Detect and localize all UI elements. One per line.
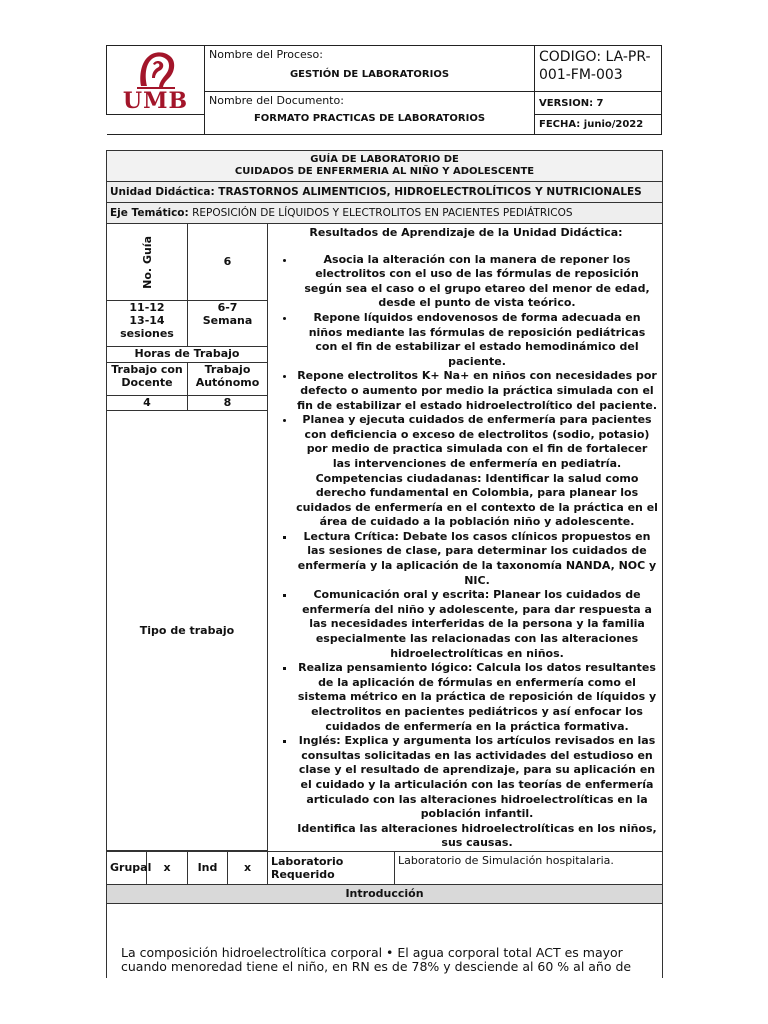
process-cell [205, 46, 535, 92]
no-guia-label-cell [107, 224, 188, 301]
sesiones: 11-12 13-14 sesiones [107, 300, 188, 346]
no-guia-label: No. Guía [140, 235, 154, 289]
ind-mark: x [228, 851, 268, 884]
outcome-item: • Repone electrolitos K+ Na+ en niños con necesidades por defecto o aumento por medio la práctica simulada con el fin de estabilizar el estado hidroelectrolítico del paciente. [296, 369, 658, 413]
outcome-item: • Repone líquidos endovenosos de forma adecuada en niños mediante las fórmulas de reposición pediátricas con el fin de estabilizar el estado hemodinámico del paciente. [296, 311, 658, 369]
introduccion-text: La composición hidroelectrolítica corporal • El agua corporal total ACT es mayor cuando menoredad tiene el niño, en RN es de 78% y desciende al 60 % al año de [107, 903, 663, 978]
eje-label: Eje Temático: [110, 207, 189, 219]
guide-table [106, 150, 662, 978]
guide-title-line2: CUIDADOS DE ENFERMERIA AL NIÑO Y ADOLESCENTE [234, 166, 535, 177]
learning-outcomes-heading: Resultados de Aprendizaje de la Unidad Didáctica: [309, 226, 623, 239]
process-label: Nombre del Proceso: [209, 48, 323, 61]
trabajo-docente-label: Trabajo con Docente [107, 362, 188, 395]
learning-outcomes [268, 224, 663, 852]
document-version: VERSION: 7 [535, 92, 662, 115]
university-logo-icon [133, 48, 179, 90]
competency-item: ▪ Realiza pensamiento lógico: Calcula los datos resultantes de la aplicación de fórmulas en enfermería como el sistema métrico en la práctica de reposición de líquidos y electrolitos en pacientes pediátricos y así enfocar los cuidados de enfermería en la práctica formativa. [296, 661, 658, 734]
competencias-ciudadanas: Competencias ciudadanas: Identificar la salud como derecho fundamental en Colombia, para planear los cuidados de enfermería en el contexto de la práctica en el área de cuidado a la población niño y adolescente. [296, 471, 658, 529]
logo-cell [107, 46, 205, 115]
no-guia-value: 6 [188, 224, 268, 301]
competency-item: ▪ Lectura Crítica: Debate los casos clínicos propuestos en las sesiones de clase, para determinar los cuidados de enfermería y la aplicación de la taxonomía NANDA, NOC y NIC. [296, 530, 658, 588]
guide-title-line1: GUÍA DE LABORATORIO DE [310, 154, 459, 165]
introduccion-heading: Introducción [107, 884, 663, 903]
grupal-label: Grupal [107, 851, 147, 884]
competency-item: ▪ Inglés: Explica y argumenta los artículos revisados en las consultas solicitadas en las actividades del estudioso en clase y el resultado de aprendizaje, para su aplicación en el cuidado y la articulación con las teorías de enfermería articulado con las alteraciones hidroelectrolíticas en la población infantil. [296, 734, 658, 822]
laboratorio-requerido-label: Laboratorio Requerido [268, 851, 395, 884]
guide-title [107, 151, 663, 182]
document-header [106, 45, 662, 132]
horas-trabajo-header: Horas de Trabajo [107, 347, 268, 362]
competency-item: ▪ Comunicación oral y escrita: Planear los cuidados de enfermería del niño y adolescente, para dar respuesta a las necesidades interferidas de la persona y la familia especialmente las relacionadas con las alteraciones hidroelectrolíticas en niños. [296, 588, 658, 661]
outcomes-list [274, 253, 658, 472]
tipo-trabajo: Tipo de trabajo [107, 410, 268, 850]
grupal-mark: x [147, 851, 188, 884]
document-name-label: Nombre del Documento: [209, 94, 344, 107]
eje-value: REPOSICIÓN DE LÍQUIDOS Y ELECTROLITOS EN PACIENTES PEDIÁTRICOS [192, 207, 573, 219]
competencies-list [274, 530, 658, 822]
horas-docente: 4 [107, 395, 188, 410]
document-name-cell [205, 92, 535, 135]
trabajo-autonomo-label: Trabajo Autónomo [188, 362, 268, 395]
eje-tematico [107, 203, 663, 224]
closing-outcome: Identifica las alteraciones hidroelectrolíticas en los niños, sus causas. [297, 821, 657, 850]
document-code: CODIGO: LA-PR-001-FM-003 [535, 46, 662, 92]
process-value: GESTIÓN DE LABORATORIOS [289, 69, 450, 80]
outcome-item: • Asocia la alteración con la manera de reponer los electrolitos con el uso de las fórmulas de reposición según sea el caso o el grupo etareo del menor de edad, desde el punto de vista teórico. [296, 253, 658, 311]
semana: 6-7 Semana [188, 300, 268, 346]
document-name-value: FORMATO PRACTICAS DE LABORATORIOS [253, 113, 486, 124]
unidad-didactica: Unidad Didáctica: TRASTORNOS ALIMENTICIOS, HIDROELECTROLÍTICOS Y NUTRICIONALES [107, 182, 663, 203]
outcome-item: • Planea y ejecuta cuidados de enfermería para pacientes con deficiencia o exceso de electrolitos (sodio, potasio) por medio de practica simulada con el fin de fortalecer las intervenciones de enfermería en pediatría. [296, 413, 658, 471]
document-date: FECHA: junio/2022 [535, 115, 662, 135]
laboratorio-requerido-value: Laboratorio de Simulación hospitalaria. [395, 851, 663, 884]
logo-wordmark: UMB [122, 88, 189, 114]
ind-label: Ind [188, 851, 228, 884]
horas-autonomo: 8 [188, 395, 268, 410]
